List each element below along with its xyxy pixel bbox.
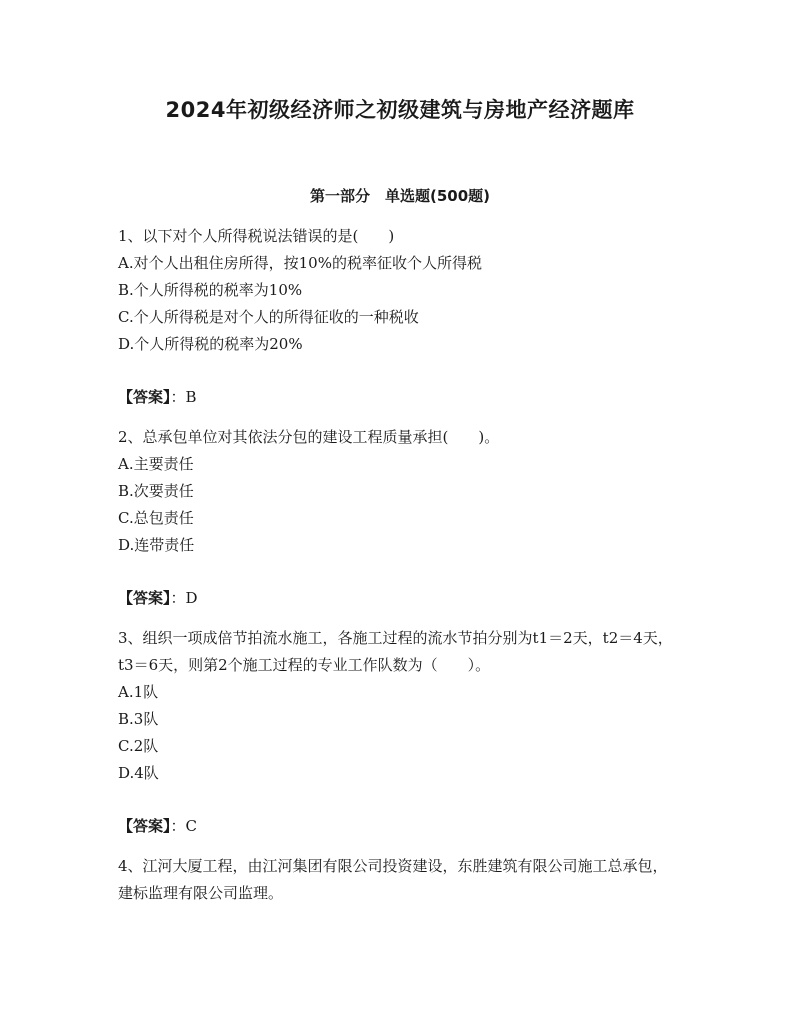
option-b: B.个人所得税的税率为10% [118, 281, 303, 299]
question-stem: 3、组织一项成倍节拍流水施工，各施工过程的流水节拍分别为t1＝2天，t2＝4天，t3＝6天，则第2个施工过程的专业工作队数为（ ）。 [118, 629, 673, 674]
option-a: A.对个人出租住房所得，按10%的税率征收个人所得税 [118, 254, 482, 272]
question-4 [118, 853, 680, 907]
question-stem: 1、以下对个人所得税说法错误的是( ) [118, 227, 395, 245]
answer-label: 【答案】 [118, 817, 171, 835]
answer-value: ：D [170, 589, 198, 607]
answer-line [118, 585, 680, 612]
question-1 [118, 223, 680, 411]
answer-value: ：C [170, 817, 197, 835]
question-2 [118, 424, 680, 612]
answer-line [118, 384, 680, 411]
section-title: 第一部分 单选题(500题) [309, 187, 491, 205]
option-c: C.2队 [118, 737, 159, 755]
answer-label: 【答案】 [118, 388, 171, 406]
answer-line [118, 813, 680, 840]
option-a: A.主要责任 [118, 455, 194, 473]
answer-value: ：B [170, 388, 197, 406]
document-title: 2024年初级经济师之初级建筑与房地产经济题库 [165, 98, 635, 122]
option-d: D.连带责任 [118, 536, 195, 554]
option-a: A.1队 [118, 683, 159, 701]
option-c: C.总包责任 [118, 509, 194, 527]
option-d: D.4队 [118, 764, 159, 782]
answer-label: 【答案】 [118, 589, 171, 607]
option-d: D.个人所得税的税率为20% [118, 335, 303, 353]
option-b: B.次要责任 [118, 482, 194, 500]
question-list [118, 223, 680, 907]
option-c: C.个人所得税是对个人的所得征收的一种税收 [118, 308, 419, 326]
question-stem: 2、总承包单位对其依法分包的建设工程质量承担( )。 [118, 428, 500, 446]
option-b: B.3队 [118, 710, 159, 728]
question-stem: 4、江河大厦工程，由江河集团有限公司投资建设，东胜建筑有限公司施工总承包，建标监理有限公司监理。 [118, 857, 668, 902]
question-3 [118, 625, 680, 840]
